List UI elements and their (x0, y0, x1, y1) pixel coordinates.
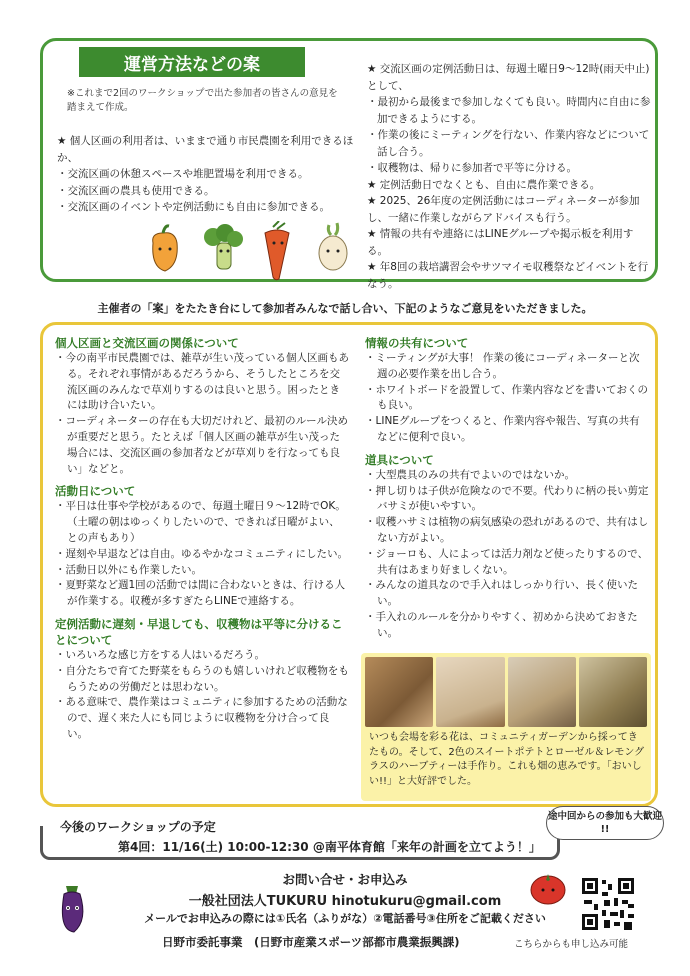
opinion-item: ・ 押し切りは子供が危険なので不要。代わりに柄の長い剪定バサミが使いやすい。 (365, 484, 649, 516)
opinions-box (40, 322, 658, 807)
carrot-icon (265, 221, 289, 280)
schedule-line: 第4回：11/16(土) 10:00-12:30 @南平体育館「来年の計画を立てよう！」 (118, 840, 541, 854)
plan-item: ・ 収穫物は、帰りに参加者で平等に分ける。 (367, 160, 653, 177)
contact-org[interactable]: 一般社団法人TUKURU hinotukuru@gmail.com (188, 894, 502, 909)
plan-item: ★ 定例活動日でなくとも、自由に農作業できる。 (367, 177, 653, 194)
plan-left-list (57, 133, 357, 216)
opinion-item: ・ 収穫ハサミは植物の病気感染の恐れがあるので、共有はしない方がよい。 (365, 515, 649, 547)
plan-note: ※これまで2回のワークショップで出た参加者の皆さんの意見を踏まえて作成。 (67, 88, 338, 113)
plan-item: ・ 最初から最後まで参加しなくても良い。時間内に自由に参加できるようにする。 (367, 94, 653, 127)
plan-right-list (367, 61, 653, 292)
opinion-item: ・ いろいろな感じ方をする人はいるだろう。 (55, 648, 350, 664)
plan-item: ★ 情報の共有や連絡にはLINEグループや掲示板を利用する。 (367, 226, 653, 259)
section-heading: 定例活動に遅刻・早退しても、収穫物は平等に分けることについて (55, 616, 343, 647)
opinion-item: ・ 夏野菜など週1回の活動では間に合わないときは、行ける人が作業する。収穫が多すぎたらLINEで連絡する。 (55, 578, 350, 610)
opinion-item: ・ 遅刻や早退などは自由。ゆるやかなコミュニティにしたい。 (55, 547, 350, 563)
opinion-item: ・ ある意味で、農作業はコミュニティに参加するための活動なので、遅く来た人にも同じように収穫物を分け合って良い。 (55, 695, 350, 742)
plan-item: ・ 交流区画の休憩スペースや堆肥置場を利用できる。 (57, 166, 357, 183)
eggplant-icon (52, 880, 92, 936)
plan-item: ・ 交流区画の農具も使用できる。 (57, 183, 357, 200)
herb-tea-photo (508, 657, 576, 727)
photo-panel (361, 653, 651, 801)
opinion-item: ・ 大型農具のみの共有でよいのではないか。 (365, 468, 649, 484)
plan-item: ★ 2025、26年度の定例活動にはコーディネーターが参加し、一緒に作業しながらアドバイスも行う。 (367, 193, 653, 226)
photo-strip (365, 657, 647, 727)
opinions-right-column (365, 333, 649, 642)
plan-item: ・ 交流区画のイベントや定例活動にも自由に参加できる。 (57, 199, 357, 216)
section-heading: 情報の共有について (365, 336, 469, 350)
plan-item: ★ 年8回の栽培講習会やサツマイモ収穫祭などイベントを行なう。 (367, 259, 653, 292)
qr-note: こちらからも申し込み可能 (514, 939, 629, 950)
section-heading: 活動日について (55, 484, 136, 499)
plan-item: ・ 作業の後にミーティングを行ない、作業内容などについて話し合う。 (367, 127, 653, 160)
intro-line: 主催者の「案」をたたき台にして参加者みんなで話し合い、下記のようなご意見をいただきました。 (97, 302, 593, 315)
opinion-item: ・ ミーティングが大事！ 作業の後にコーディネーターと次週の必要作業を出し合う。 (365, 351, 649, 383)
opinions-left-column (55, 333, 350, 743)
opinion-item: ・ 活動日以外にも作業したい。 (55, 563, 350, 579)
vegetable-characters-illustration (143, 221, 363, 281)
opinion-item: ・ 今の南平市民農園では、雑草が生い茂っている個人区画もある。それぞれ事情があるだろうから、そうしたところを交流区画のみんなで草刈りするのは良いと思う。困ったときには助け合いたい。 (55, 351, 350, 414)
pepper-icon (153, 226, 178, 271)
flowers-basket-photo (365, 657, 433, 727)
turnip-icon (319, 223, 347, 270)
opinion-item: ・ みんなの道具なので手入れはしっかり行い、長く使いたい。 (365, 578, 649, 610)
opinion-item: ・ LINEグループをつくると、作業内容や報告、写真の共有などに便利で良い。 (365, 414, 649, 446)
opinion-item: ・ 自分たちで育てた野菜をもらうのも嬉しいけれど収穫物をもらうための労働だとは思わない。 (55, 664, 350, 696)
plan-title: 運営方法などの案 (79, 47, 305, 77)
section-heading: 道具について (365, 452, 434, 467)
dried-flowers-photo (579, 657, 647, 727)
welcome-bubble: 途中回からの参加も大歓迎 !! (546, 806, 664, 840)
tomato-icon (528, 870, 568, 906)
opinion-item: ・ 平日は仕事や学校があるので、毎週土曜日９～12時でOK。（土曜の朝はゆっくりしたいので、できれば日曜がよい、との声もあり） (55, 499, 350, 546)
plan-box (40, 38, 658, 290)
opinion-item: ・ 手入れのルールを分かりやすく、初めから決めておきたい。 (365, 610, 649, 642)
sweet-potato-photo (436, 657, 504, 727)
photo-caption: いつも会場を彩る花は、コミュニティガーデンから採ってきたもの。そして、2色のスイートポテトとローゼル＆レモングラスのハーブティーは手作り。これも畑の恵みです。「おいしい!!」と大好評でした。 (369, 732, 645, 787)
qr-code-icon[interactable] (580, 876, 636, 932)
plan-item: ★ 個人区画の利用者は、いままで通り市民農園を利用できるほか、 (57, 133, 357, 166)
contact-sponsor: 日野市委託事業 (日野市産業スポーツ部都市農業振興課) (162, 935, 460, 949)
opinion-item: ・ ジョーロも、人によっては活力剤など使ったりするので、共有はあまり好ましくない。 (365, 547, 649, 579)
schedule-label: 今後のワークショップの予定 (54, 818, 222, 835)
opinion-item: ・ コーディネーターの存在も大切だけれど、最初のルール決めが重要だと思う。たとえば「個人区画の雑草が生い茂った場合には、交流区画の参加者などが草刈りを行なっても良い」などと。 (55, 414, 350, 477)
contact-mail-note: メールでお申込みの際には①氏名（ふりがな）②電話番号③住所をご記載ください (144, 912, 546, 925)
opinion-item: ・ ホワイトボードを設置して、作業内容などを書いておくのも良い。 (365, 383, 649, 415)
section-heading: 個人区画と交流区画の関係について (55, 336, 239, 350)
contact-title: お問い合せ・お申込み (282, 872, 408, 887)
plan-item: ★ 交流区画の定例活動日は、毎週土曜日9～12時(雨天中止)として、 (367, 61, 653, 94)
broccoli-icon (204, 224, 243, 269)
